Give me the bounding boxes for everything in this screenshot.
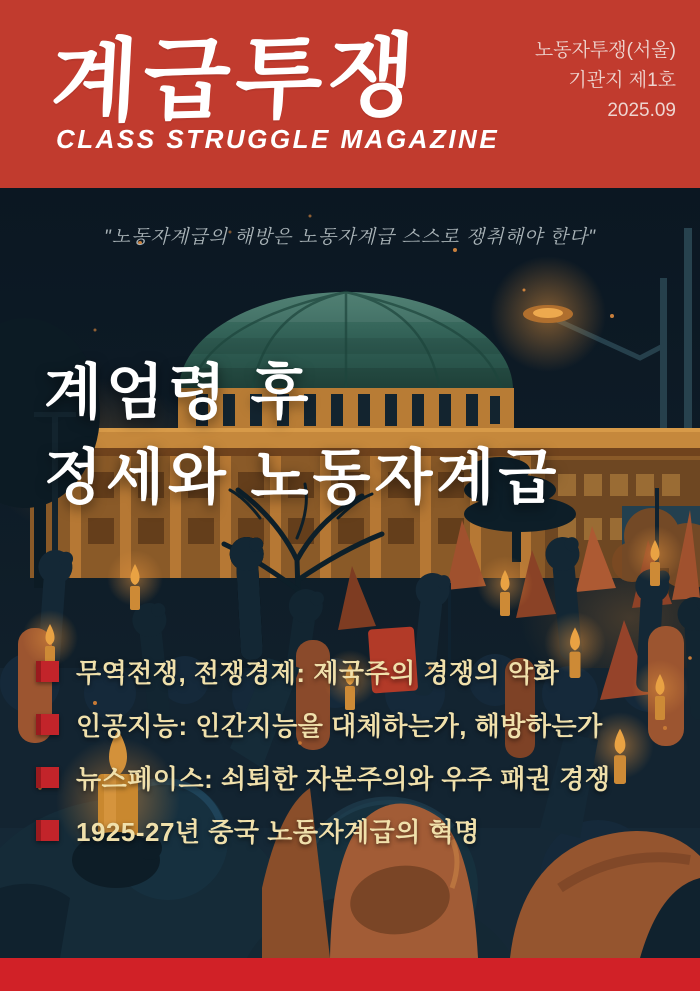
list-item <box>36 804 610 857</box>
masthead-band <box>0 0 700 188</box>
cover-headline <box>44 350 560 520</box>
issue-date: 2025.09 <box>607 100 676 121</box>
magazine-subtitle: CLASS STRUGGLE MAGAZINE <box>56 124 500 154</box>
list-item <box>36 645 610 698</box>
contents-list <box>36 645 610 857</box>
list-item-label: 무역전쟁, 전쟁경제: 제국주의 경쟁의 악화 <box>76 658 560 688</box>
bullet-square-icon <box>36 767 59 788</box>
magazine-title: 계급투쟁 <box>48 26 423 134</box>
list-item-label: 1925-27년 중국 노동자계급의 혁명 <box>76 817 480 847</box>
list-item-label: 뉴스페이스: 쇠퇴한 자본주의와 우주 패권 경쟁 <box>76 764 611 794</box>
bullet-square-icon <box>36 661 59 682</box>
bullet-square-icon <box>36 714 59 735</box>
list-item <box>36 698 610 751</box>
issue-number: 기관지 제1호 <box>568 70 676 91</box>
headline-line1: 계엄령 후 <box>44 359 313 426</box>
footer-band <box>0 958 700 991</box>
bullet-square-icon <box>36 820 59 841</box>
headline-line2: 정세와 노동자계급 <box>44 444 561 511</box>
list-item-label: 인공지능: 인간지능을 대체하는가, 해방하는가 <box>76 711 603 741</box>
issue-info <box>535 36 676 126</box>
list-item <box>36 751 610 804</box>
issue-organization: 노동자투쟁(서울) <box>534 40 676 61</box>
cover-quote: "노동자계급의 해방은 노동자계급 스스로 쟁취해야 한다" <box>103 227 597 248</box>
